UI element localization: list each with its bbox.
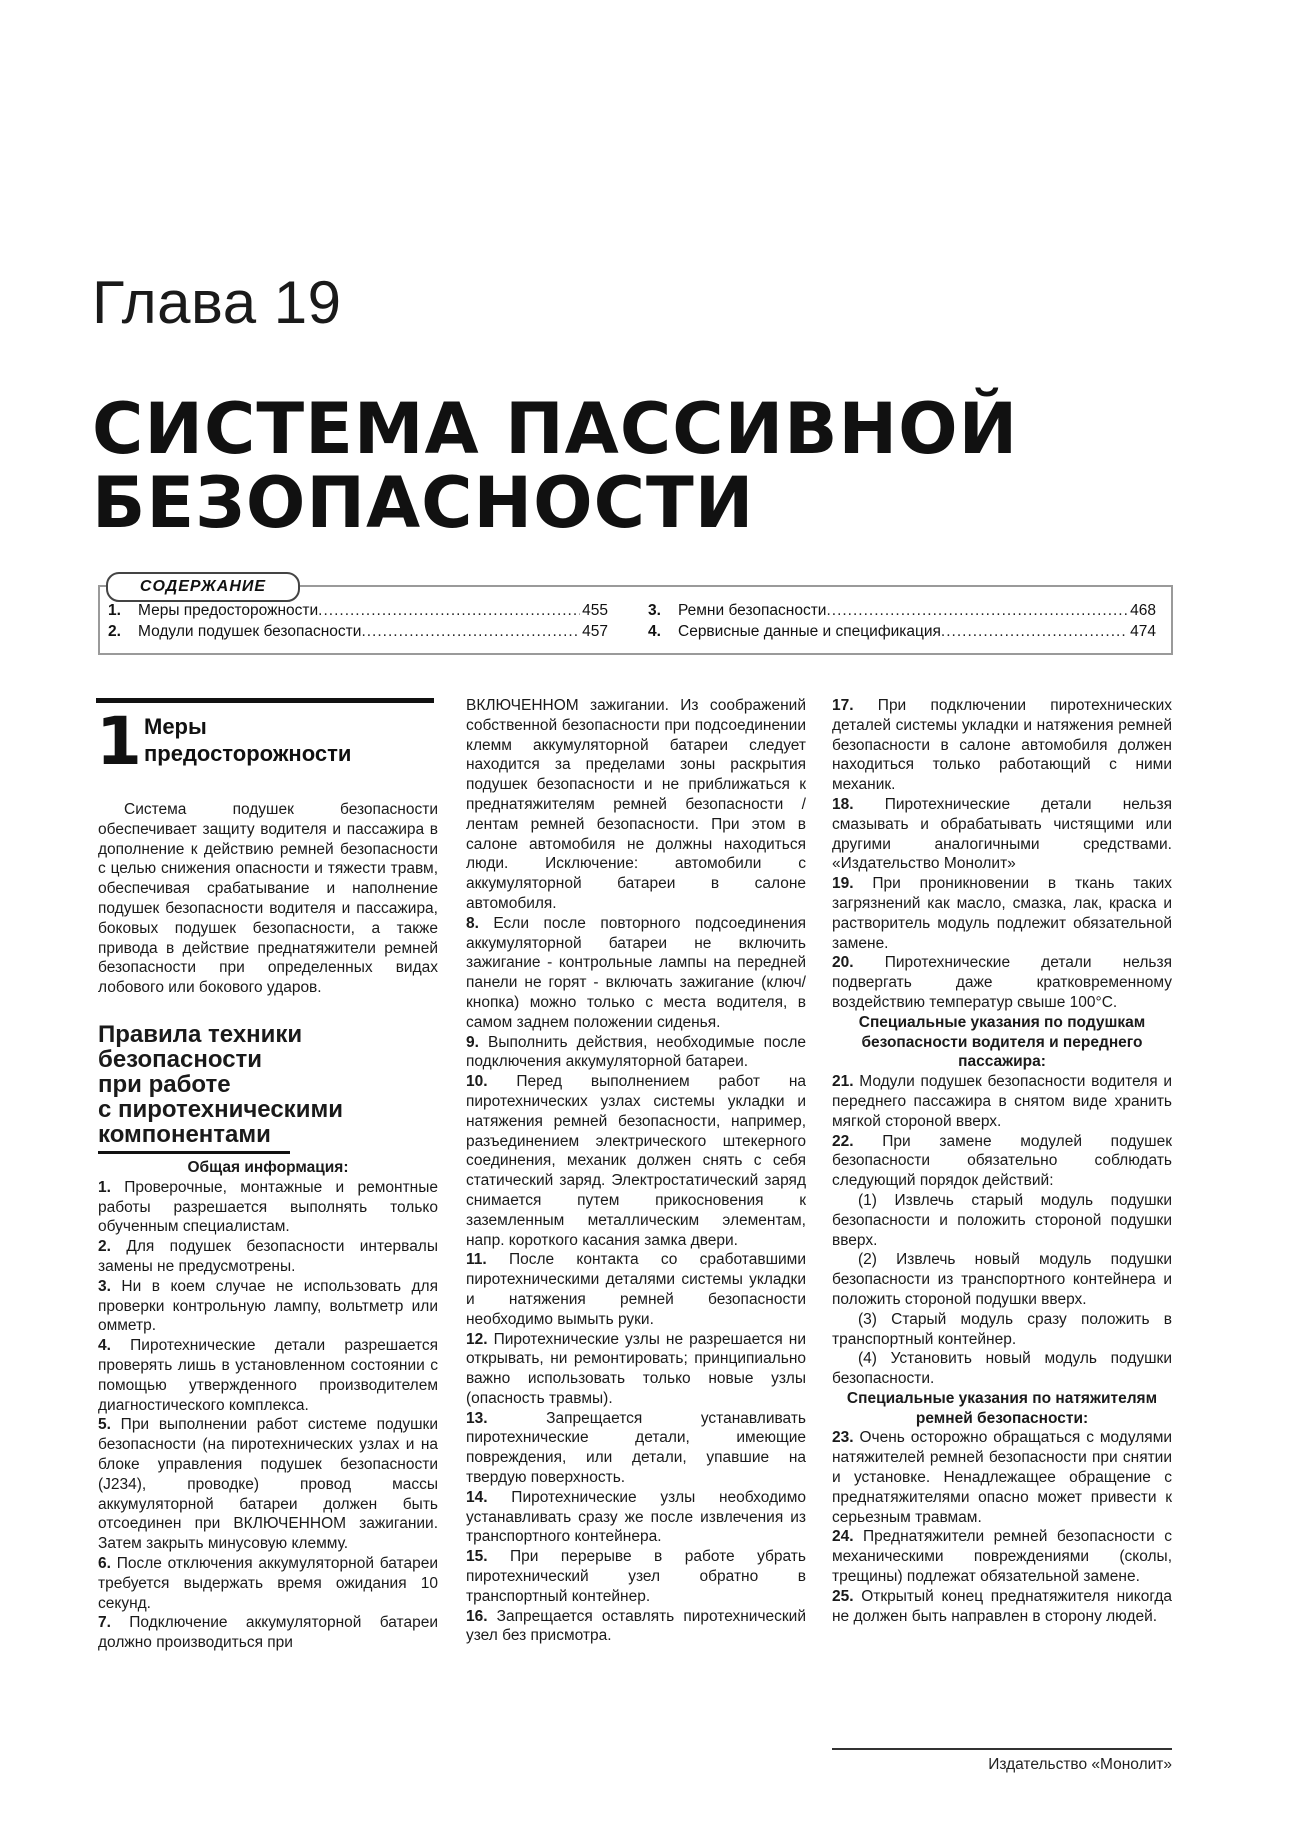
toc-item-number: 2. xyxy=(108,623,121,640)
list-item-number: 20. xyxy=(832,954,854,972)
list-item xyxy=(466,1547,806,1606)
toc-item-page: 474 xyxy=(1130,623,1156,640)
list-item-number: 18. xyxy=(832,795,854,813)
list-item-text: При выполнении работ системе подушки безопасности (на пиротехнических узлах и на блоке управления подушек безопасности (J234), проводке) провод массы аккумуляторной батареи должен быть отсоединен при ВКЛЮЧЕННОМ зажигании. Затем закрыть минусовую клемму. xyxy=(98,1416,438,1553)
intro-paragraph: Система подушек безопасности обеспечивает защиту водителя и пассажира в дополнение к действию ремней безопасности с целью снижения опасности и тяжести травм, обеспечивая срабатывание и наполнение подушек безопасности водителя и пассажира, боковых подушек безопасности, а также привода в действие преднатяжители ремней безопасности при определенных видах лобового или бокового ударов. xyxy=(98,801,438,997)
list-item-text: Пиротехнические детали разрешается проверять лишь в установленном состоянии с помощью утвержденного производителем диагностического комплекса. xyxy=(98,1337,438,1414)
list-item-text: Для подушек безопасности интервалы замены не предусмотрены. xyxy=(98,1238,438,1275)
list-item-number: 15. xyxy=(466,1548,488,1566)
toc-item-page: 455 xyxy=(582,602,608,619)
subheading-line: Правила техники xyxy=(98,1020,303,1048)
subheading-line: безопасности xyxy=(98,1045,263,1073)
toc-column-left xyxy=(108,600,608,642)
list-item xyxy=(832,1587,1172,1627)
subheading-line: с пиротехническими xyxy=(98,1095,343,1123)
section-rule xyxy=(96,698,434,703)
toc-item-label: Ремни безопасности xyxy=(678,602,827,619)
list-item-number: 21. xyxy=(832,1073,854,1091)
section-number: 1 xyxy=(96,703,142,780)
list-item-number: 16. xyxy=(466,1607,488,1625)
section-header xyxy=(96,703,436,780)
toc-item[interactable] xyxy=(108,600,608,621)
list-item-number: 13. xyxy=(466,1409,488,1427)
list-item xyxy=(832,696,1172,795)
list-item xyxy=(466,1409,806,1488)
list-item-number: 10. xyxy=(466,1073,488,1091)
list-item-text: Пиротехнические узлы не разрешается ни открывать, ни ремонтировать; принципиально важно использовать только новые узлы (опасность травмы). xyxy=(466,1330,806,1407)
list-item-number: 25. xyxy=(832,1587,854,1605)
toc-column-right xyxy=(648,600,1156,642)
list-item-number: 2. xyxy=(98,1238,111,1256)
step-item: (1) Извлечь старый модуль подушки безопасности и положить стороной подушки вверх. xyxy=(832,1191,1172,1249)
section-title-line-1: Меры xyxy=(144,714,207,739)
toc-item-label: Модули подушек безопасности xyxy=(138,623,362,640)
title-line-1: СИСТЕМА ПАССИВНОЙ xyxy=(92,388,1019,470)
list-item xyxy=(832,795,1172,874)
list-item-text: Запрещается устанавливать пиротехнические детали, имеющие повреждения, или детали, упавшие на твердую поверхность. xyxy=(466,1409,806,1487)
list-item xyxy=(466,1488,806,1547)
toc-item-page: 457 xyxy=(582,623,608,640)
list-item-number: 14. xyxy=(466,1488,488,1506)
list-item xyxy=(98,1277,438,1336)
subheading-line: при работе xyxy=(98,1070,231,1098)
toc-item-number: 3. xyxy=(648,602,661,619)
step-item: (2) Извлечь новый модуль подушки безопасности из транспортного контейнера и положить стороной подушки вверх. xyxy=(832,1251,1172,1308)
toc-item[interactable] xyxy=(648,600,1156,621)
special-airbags-heading: Специальные указания по подушкам безопасности водителя и переднего пассажира: xyxy=(858,1013,1146,1071)
chapter-label: Глава 19 xyxy=(92,269,342,336)
list-item-text: При проникновении в ткань таких загрязнений как масло, смазка, лак, краска и растворитель модуль подлежит обязательной замене. xyxy=(832,875,1172,952)
list-item-number: 4. xyxy=(98,1337,111,1355)
step-item: (4) Установить новый модуль подушки безопасности. xyxy=(832,1350,1172,1388)
list-item xyxy=(98,1178,438,1237)
list-item xyxy=(98,1554,438,1613)
toc-item-label: Сервисные данные и спецификация xyxy=(678,623,941,640)
text-column-1 xyxy=(98,800,438,1653)
list-item-text: При замене модулей подушек безопасности обязательно соблюдать следующий порядок действий: xyxy=(832,1132,1172,1190)
special-tensioners-heading: Специальные указания по натяжителям ремней безопасности: xyxy=(846,1389,1158,1427)
list-item-text: Очень осторожно обращаться с модулями натяжителей ремней безопасности при снятии и установке. Ненадлежащее обращение с преднатяжителями опасно может привести к серьезным травмам. xyxy=(832,1429,1173,1526)
step-list xyxy=(832,1191,1172,1389)
numbered-list xyxy=(832,1072,1172,1191)
toc-leader xyxy=(941,621,1128,642)
list-item xyxy=(832,1072,1172,1131)
list-item-text: Если после повторного подсоединения аккумуляторной батареи не включить зажигание - контрольные лампы на передней панели не горят - включать зажигание (ключ/кнопка) можно только с места водителя, в самом заднем положении сиденья. xyxy=(466,914,806,1031)
list-item-number: 1. xyxy=(98,1178,111,1196)
list-item-text: Пиротехнические узлы необходимо устанавливать сразу же после извлечения из транспортного контейнера. xyxy=(466,1488,806,1546)
list-item-text: Выполнить действия, необходимые после подключения аккумуляторной батареи. xyxy=(466,1033,807,1071)
continued-paragraph: ВКЛЮЧЕННОМ зажигании. Из соображений собственной безопасности при подсоединении клемм аккумуляторной батареи следует находится за пределами зоны раскрытия подушек безопасности и не приближаться к преднатяжителям ремней безопасности / лентам ремней безопасности. При этом в салоне автомобиля не должны находиться люди. Исключение: автомобили с аккумуляторной батареи в салоне автомобиля. xyxy=(466,697,806,912)
list-item-text: Открытый конец преднатяжителя никогда не должен быть направлен в сторону людей. xyxy=(832,1587,1172,1625)
list-item-number: 22. xyxy=(832,1132,854,1150)
list-item-text: Перед выполнением работ на пиротехнических узлах системы укладки и натяжения ремней безопасности, например, разъединением электрического штекерного соединения, механик должен снять с себя статический заряд. Электростатический заряд снимается путем прикосновения к заземленным металлическим элементам, напр. короткого касания замка двери. xyxy=(466,1073,806,1249)
list-item xyxy=(466,1250,806,1329)
list-item-number: 9. xyxy=(466,1033,479,1051)
list-item-text: При перерыве в работе убрать пиротехнический узел обратно в транспортный контейнер. xyxy=(466,1548,806,1605)
list-item-number: 17. xyxy=(832,697,854,714)
list-item-text: Ни в коем случае не использовать для проверки контрольную лампу, вольтметр или омметр. xyxy=(98,1277,438,1335)
toc-item-page: 468 xyxy=(1130,602,1156,619)
list-item xyxy=(466,1033,806,1073)
toc-item[interactable] xyxy=(648,621,1156,642)
numbered-list xyxy=(466,914,806,1646)
list-item-number: 7. xyxy=(98,1614,111,1632)
footer-publisher: Издательство «Монолит» xyxy=(988,1756,1172,1773)
list-item-text: При подключении пиротехнических деталей системы укладки и натяжения ремней безопасности в салоне автомобиля должен находиться только работающий с ними механик. xyxy=(832,697,1172,794)
list-item-number: 23. xyxy=(832,1429,854,1447)
list-item-number: 5. xyxy=(98,1416,111,1434)
text-column-3 xyxy=(832,696,1172,1626)
subheading-rule xyxy=(98,1151,290,1154)
list-item xyxy=(832,1132,1172,1191)
toc-item[interactable] xyxy=(108,621,608,642)
list-item-text: После отключения аккумуляторной батареи требуется выдержать время ожидания 10 секунд. xyxy=(98,1554,438,1612)
step-item: (3) Старый модуль сразу положить в транспортный контейнер. xyxy=(832,1310,1172,1348)
list-item xyxy=(832,953,1172,1012)
list-item-number: 3. xyxy=(98,1277,111,1295)
list-item xyxy=(466,1072,806,1250)
list-item-number: 12. xyxy=(466,1330,488,1348)
list-item-text: Проверочные, монтажные и ремонтные работы разрешается выполнять только обученным специалистам. xyxy=(98,1178,438,1236)
toc-heading: СОДЕРЖАНИЕ xyxy=(106,572,300,602)
list-item xyxy=(466,1330,806,1409)
list-item-number: 11. xyxy=(466,1251,487,1269)
footer-rule xyxy=(832,1748,1172,1750)
list-item-number: 8. xyxy=(466,914,479,932)
text-column-2 xyxy=(466,696,806,1646)
list-item-text: После контакта со сработавшими пиротехническими деталями системы укладки и натяжения ремней безопасности необходимо вымыть руки. xyxy=(466,1251,806,1328)
toc-item-number: 1. xyxy=(108,602,121,619)
section-title-line-2: предосторожности xyxy=(144,741,352,766)
title-line-2: БЕЗОПАСНОСТИ xyxy=(92,462,755,544)
list-item xyxy=(466,914,806,1033)
list-item-number: 19. xyxy=(832,875,854,893)
toc-leader xyxy=(318,600,580,621)
subheading-line: компонентами xyxy=(98,1120,271,1148)
numbered-list xyxy=(832,696,1172,1013)
list-item-text: Пиротехнические детали нельзя подвергать даже кратковременному воздействию температур свыше 100°С. xyxy=(832,954,1172,1011)
list-item-text: Модули подушек безопасности водителя и переднего пассажира в снятом виде хранить мягкой стороной вверх. xyxy=(832,1073,1172,1130)
page-title xyxy=(92,388,1192,544)
list-item-text: Преднатяжители ремней безопасности с механическими повреждениями (сколы, трещины) подлежат обязательной замене. xyxy=(832,1528,1172,1586)
general-info-heading: Общая информация: xyxy=(187,1158,349,1176)
list-item-number: 24. xyxy=(832,1528,854,1546)
list-item xyxy=(98,1415,438,1554)
list-item xyxy=(98,1237,438,1277)
numbered-list xyxy=(832,1428,1172,1626)
toc-leader xyxy=(361,621,580,642)
section-title xyxy=(144,713,351,767)
list-item xyxy=(832,1527,1172,1586)
toc-leader xyxy=(826,600,1128,621)
list-item xyxy=(832,874,1172,953)
subheading xyxy=(98,1022,438,1147)
list-item-text: Подключение аккумуляторной батареи должно производиться при xyxy=(98,1614,438,1652)
toc-item-number: 4. xyxy=(648,623,661,640)
list-item xyxy=(98,1613,438,1653)
list-item xyxy=(832,1428,1172,1527)
numbered-list xyxy=(98,1178,438,1653)
list-item-text: Запрещается оставлять пиротехнический узел без присмотра. xyxy=(466,1607,806,1645)
list-item xyxy=(98,1336,438,1415)
list-item xyxy=(466,1607,806,1647)
list-item-number: 6. xyxy=(98,1554,111,1572)
toc-item-label: Меры предосторожности xyxy=(138,602,319,619)
list-item-text: Пиротехнические детали нельзя смазывать и обрабатывать чистящими или другими аналогичными средствами. «Издательство Монолит» xyxy=(832,795,1172,873)
